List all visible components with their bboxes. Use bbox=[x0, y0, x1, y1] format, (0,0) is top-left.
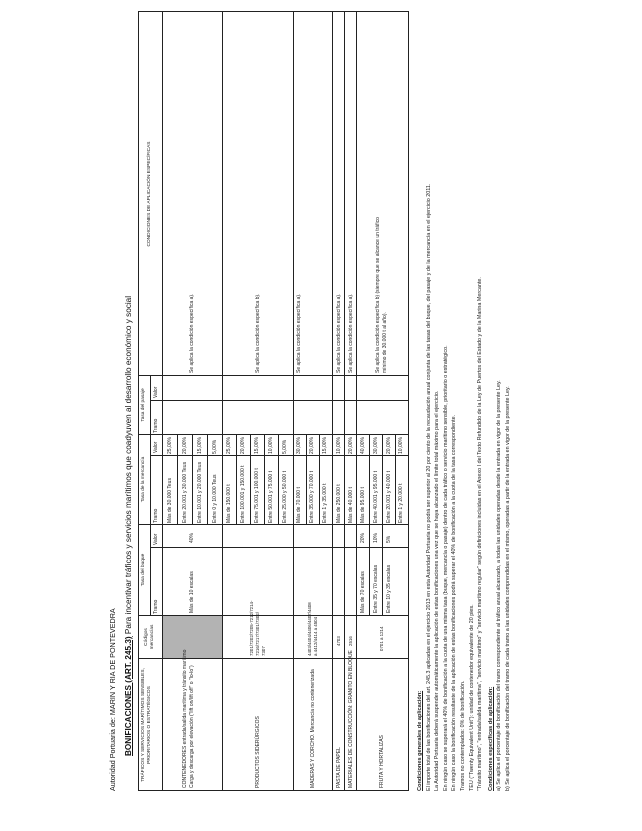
row5-merc-tramo: Más de 40.000 t bbox=[348, 487, 354, 523]
row3-merc-valor-2: 20,00% bbox=[309, 437, 315, 454]
row2-codigo-line3: 7307 bbox=[261, 646, 266, 656]
row2-merc-tramo-4: Entre 50.001 y 75.000 t bbox=[268, 471, 274, 523]
row3-merc-valor-3: 15,00% bbox=[322, 437, 328, 454]
row3-merc-valor-1: 30,00% bbox=[296, 437, 302, 454]
row1-buque-valor: 40% bbox=[189, 532, 195, 543]
row6-buque-valor-3: 5% bbox=[386, 535, 392, 543]
row6-merc-tramo-3: Entre 20.001 y 40.000 t bbox=[386, 471, 392, 523]
subheader-buque-tramo: Tramo bbox=[153, 599, 159, 614]
row2-merc-valor-4: 10,00% bbox=[268, 437, 274, 454]
general-conditions-heading: Condiciones generales de aplicación: bbox=[417, 690, 423, 791]
header-traficos: TRÁFICOS Y SERVICIOS MARÍTIMOS SENSIBLES, PRIORITARIOS O ESTRATÉGICOS bbox=[141, 668, 152, 782]
row2-codigo-line2: 7216/7217/7301/7302/ bbox=[255, 612, 260, 656]
row1-merc-valor-4: 5,00% bbox=[212, 439, 218, 454]
row1-merc-tramo-1: Más de 30.000 Teus bbox=[167, 478, 173, 523]
row5-merc-valor: 20,00% bbox=[348, 437, 354, 454]
row6-buque-tramo-1: Más de 70 escalas bbox=[360, 571, 366, 613]
row6-buque-valor-1: 20% bbox=[360, 532, 366, 543]
row1-trafico-line1: CONTENEDORES entrada/salida marítima y tránsito marítimo bbox=[182, 649, 188, 788]
row5-codigo: 2516 bbox=[348, 636, 353, 646]
row1-merc-tramo-4: Entre 0 y 10.000 Teus bbox=[212, 474, 218, 523]
general-condition-7: "Tránsito marítimo", "entrada/salida marítima", "servicio marítimo" y "servicio marítimo regular" según definiciones incluidas en el Anexo I del Texto Refundido de la Ley de Puertos del Estado y de la Marina Mercante. bbox=[477, 277, 484, 791]
row3-codigo-line2: a 4412/4414 a 4504 bbox=[313, 616, 318, 656]
document-title bbox=[124, 296, 133, 756]
row2-merc-valor-5: 5,00% bbox=[282, 439, 288, 454]
row1-merc-valor-1: 25,00% bbox=[167, 437, 173, 454]
row2-merc-tramo-2: Entre 100.001 y 150.000 t bbox=[240, 465, 246, 523]
row2-merc-valor-2: 20,00% bbox=[240, 437, 246, 454]
general-condition-3: En ningún caso se superará el 40% de bonificación a la cuota de una misma tasa (buque, mercancía o pasaje) dentro de cada tráfico o servicio marítimo sensible, prioritario o estratégico. bbox=[442, 345, 449, 791]
row6-merc-tramo-1: Más de 95.000 t bbox=[360, 487, 366, 523]
row1-merc-tramo-2: Entre 20.001 y 30.000 Teus bbox=[182, 461, 188, 523]
specific-conditions-heading: Condiciones específicas de aplicación: bbox=[487, 686, 494, 791]
title-prefix: BONIFICACIONES (ART. 245.3) bbox=[124, 636, 133, 756]
subheader-pasaje-valor: Valor bbox=[153, 386, 159, 398]
row1-merc-valor-2: 20,00% bbox=[182, 437, 188, 454]
row6-merc-valor-1: 40,00% bbox=[360, 437, 366, 454]
general-condition-1: El importe total de las bonificaciones del art. 245.3 aplicadas en el ejercicio 2013 en esta Autoridad Portuaria no podrá ser superior al 20 por ciento de la recaudación anual conjunta de las tasas del buque, del pasaje y de la mercancía en el ejercicio 2011. bbox=[425, 183, 432, 791]
row4-codigo: 4703 bbox=[336, 636, 341, 646]
row6-codigo: 0701 a 1214 bbox=[379, 626, 384, 651]
row6-merc-valor-2: 30,00% bbox=[373, 437, 379, 454]
row3-merc-tramo-1: Más de 70.000 t bbox=[296, 487, 302, 523]
port-authority-label: Autoridad Portuaria de: MARIN Y RIA DE PONTEVEDRA bbox=[108, 608, 117, 791]
row1-buque-tramo: Más de 10 escalas bbox=[189, 571, 195, 613]
general-condition-2: La Autoridad Portuaria deberá suspender automáticamente la aplicación de estas bonificaciones una vez que se haya alcanzado el límite total máximo para el ejercicio. bbox=[434, 390, 441, 791]
row4-merc-valor: 10,00% bbox=[336, 437, 342, 454]
row6-merc-tramo-4: Entre 1 y 20.000 t bbox=[398, 483, 404, 523]
row3-merc-tramo-3: Entre 1 y 35.000 t bbox=[322, 483, 328, 523]
row6-merc-valor-3: 20,00% bbox=[386, 437, 392, 454]
row5-trafico: MATERIALES DE CONSTRUCCIÓN: GRANITO EN BLOQUE bbox=[348, 650, 354, 788]
row6-buque-tramo-2: Entre 35 y 70 escalas bbox=[373, 564, 379, 613]
header-tasa-buque: Tasa del buque bbox=[141, 553, 146, 587]
row2-merc-tramo-3: Entre 75.001 y 100.000 t bbox=[254, 468, 260, 523]
row2-codigo-line1: 7201/7202/7205-7212/7214- bbox=[249, 600, 254, 656]
row1-merc-valor-3: 15,00% bbox=[197, 437, 203, 454]
row6-merc-valor-4: 10,00% bbox=[398, 437, 404, 454]
header-condiciones: CONDICIONES DE APLICACIÓN ESPECÍFICAS bbox=[147, 141, 152, 247]
row2-merc-tramo-1: Más de 150.000 t bbox=[226, 484, 232, 523]
row2-trafico: PRODUCTOS SIDERÚRGICOS bbox=[255, 716, 261, 788]
row3-condicion: Se aplica la condición específica a). bbox=[296, 293, 302, 373]
general-condition-5: Tramos no contemplados: 0% de bonificación. bbox=[459, 680, 466, 791]
header-tasa-mercancia: Tasa de la mercancía bbox=[141, 456, 146, 503]
row2-merc-valor-1: 25,00% bbox=[226, 437, 232, 454]
specific-condition-a: a) Se aplica el porcentaje de bonificación del tramo correspondiente al tráfico anual alcanzado, a todas las unidades operadas desde la entrada en vigor de la presente Ley. bbox=[496, 380, 503, 791]
row4-condicion: Se aplica la condición específica a). bbox=[336, 293, 342, 373]
subheader-buque-valor: Valor bbox=[153, 533, 159, 545]
row3-merc-tramo-2: Entre 35.000 y 70.000 t bbox=[309, 471, 315, 523]
notes-section bbox=[414, 11, 513, 791]
subheader-merc-valor: Valor bbox=[153, 441, 159, 453]
row6-buque-valor-2: 10% bbox=[373, 532, 379, 543]
general-condition-4: En ningún caso la bonificación resultante de la aplicación de estas bonificaciones podrá superar el 40% de bonificación a la cuota de la tasa correspondiente. bbox=[451, 414, 458, 791]
row1-trafico-line2: Carga y descarga por elevación ("lift on/lift off" o "lo-lo") bbox=[189, 665, 195, 788]
row6-merc-tramo-2: Entre 40.001 y 95.000 t bbox=[373, 471, 379, 523]
row2-merc-tramo-5: Entre 25.000 y 50.000 t bbox=[282, 471, 288, 523]
row6-buque-tramo-3: Entre 10 y 35 escalas bbox=[386, 564, 392, 613]
row3-trafico: MADERAS Y CORCHO. Mercancía no contenerizada bbox=[310, 669, 316, 788]
subheader-pasaje-tramo: Tramo bbox=[153, 418, 159, 433]
header-codigos: Códigos mercancías bbox=[144, 624, 155, 650]
row4-trafico: PASTA DE PAPEL bbox=[336, 747, 342, 788]
row6-trafico: FRUTA Y HORTALIZAS bbox=[379, 735, 385, 788]
header-tasa-pasaje: Tasa del pasaje bbox=[141, 388, 146, 422]
row4-merc-tramo: Más de 250.000 t bbox=[336, 484, 342, 523]
row1-merc-tramo-3: Entre 10.001 y 20.000 Teus bbox=[197, 461, 203, 523]
title-rest: Para incentivar tráficos y servicios marítimos que coadyuven al desarrollo económico y social bbox=[124, 295, 133, 637]
subheader-merc-tramo: Tramo bbox=[153, 508, 159, 523]
shaded-code-cell bbox=[163, 616, 222, 658]
row3-codigo-line1: 4403/4404/4406/4407/4408 bbox=[307, 602, 312, 656]
row6-condicion-line2: mínimo de 30.000 t al año). bbox=[382, 312, 388, 373]
row6-condicion-line1: Se aplica la condición específica b) (siempre que se alcance un tráfico bbox=[375, 217, 381, 373]
specific-condition-b: b) Se aplica el porcentaje de bonificación del tramo de cada tramo a las unidades comprendidas en el mismo, operadas a partir de la entrada en vigor de la presente Ley. bbox=[504, 386, 511, 791]
row2-merc-valor-3: 15,00% bbox=[254, 437, 260, 454]
row2-condicion: Se aplica la condición específica b). bbox=[255, 293, 261, 373]
general-condition-6: TEU ("Twenty Equivalent Unit"): unidad de contenedor equivalente de 20 pies. bbox=[468, 604, 475, 791]
row5-condicion: Se aplica la condición específica a). bbox=[348, 293, 354, 373]
bonus-table bbox=[138, 11, 409, 791]
row1-condicion: Se aplica la condición específica a). bbox=[189, 293, 195, 373]
